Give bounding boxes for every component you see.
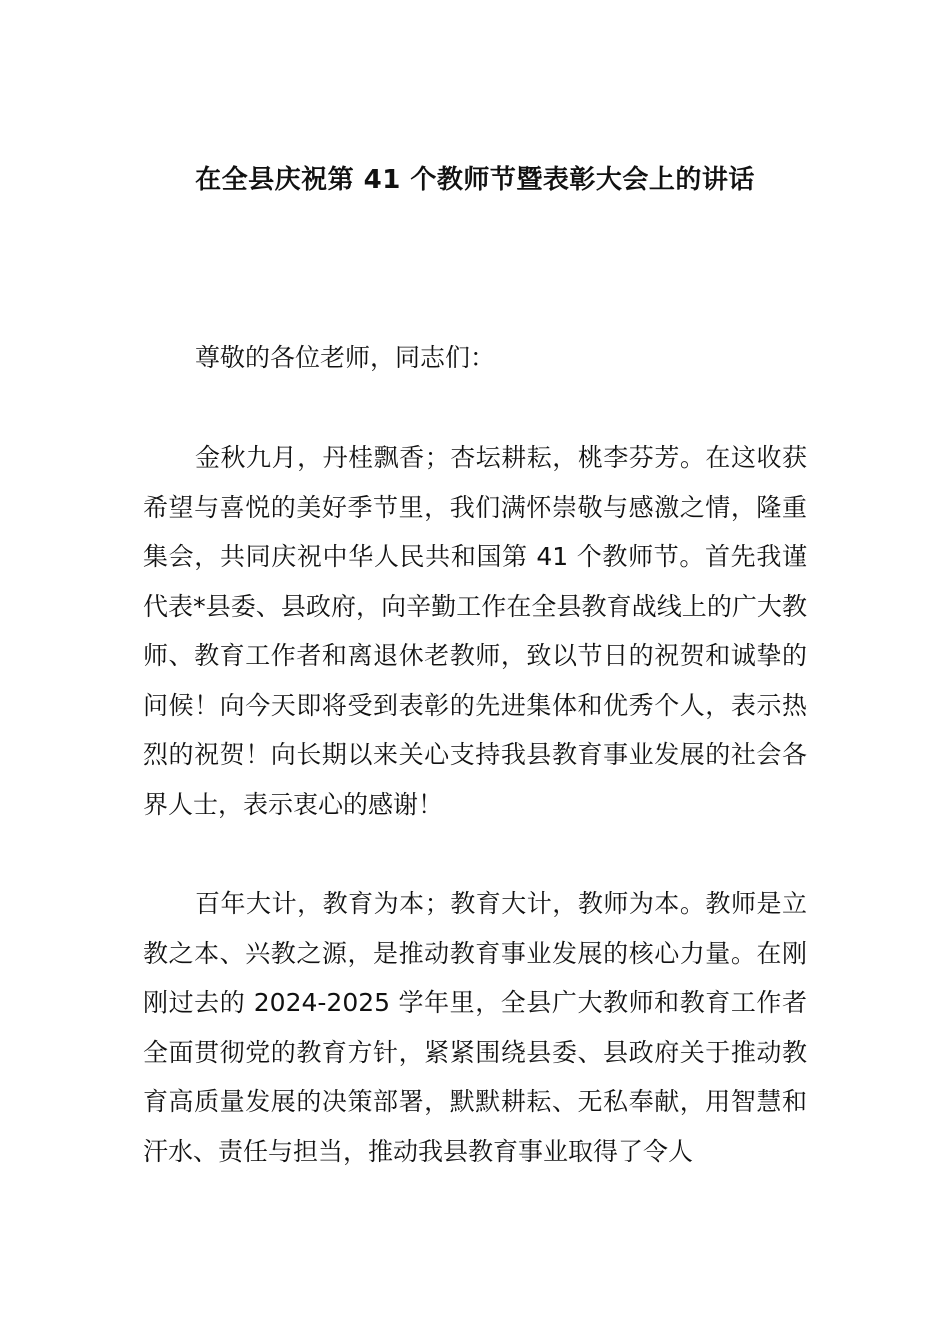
salutation: 尊敬的各位老师，同志们： — [195, 343, 496, 372]
paragraph-2: 百年大计，教育为本；教育大计，教师为本。教师是立教之本、兴教之源，是推动教育事业发展的核心力量。在刚刚过去的 2024-2025 学年里，全县广大教师和教育工作者全面贯彻党的教育方针，紧紧围绕县委、县政府关于推动教育高质量发展的决策部署，默默耕耘、无私奉献，用智慧和汗水、责任与担当，推动我县教育事业取得了令人 — [143, 889, 807, 1166]
paragraph-1: 金秋九月，丹桂飘香；杏坛耕耘，桃李芬芳。在这收获希望与喜悦的美好季节里，我们满怀崇敬与感激之情，隆重集会，共同庆祝中华人民共和国第 41 个教师节。首先我谨代表*县委、县政府，向辛勤工作在全县教育战线上的广大教师、教育工作者和离退休老教师，致以节日的祝贺和诚挚的问候！向今天即将受到表彰的先进集体和优秀个人，表示热烈的祝贺！向长期以来关心支持我县教育事业发展的社会各界人士，表示衷心的感谢！ — [143, 443, 807, 819]
document-title: 在全县庆祝第 41 个教师节暨表彰大会上的讲话 — [195, 165, 755, 195]
